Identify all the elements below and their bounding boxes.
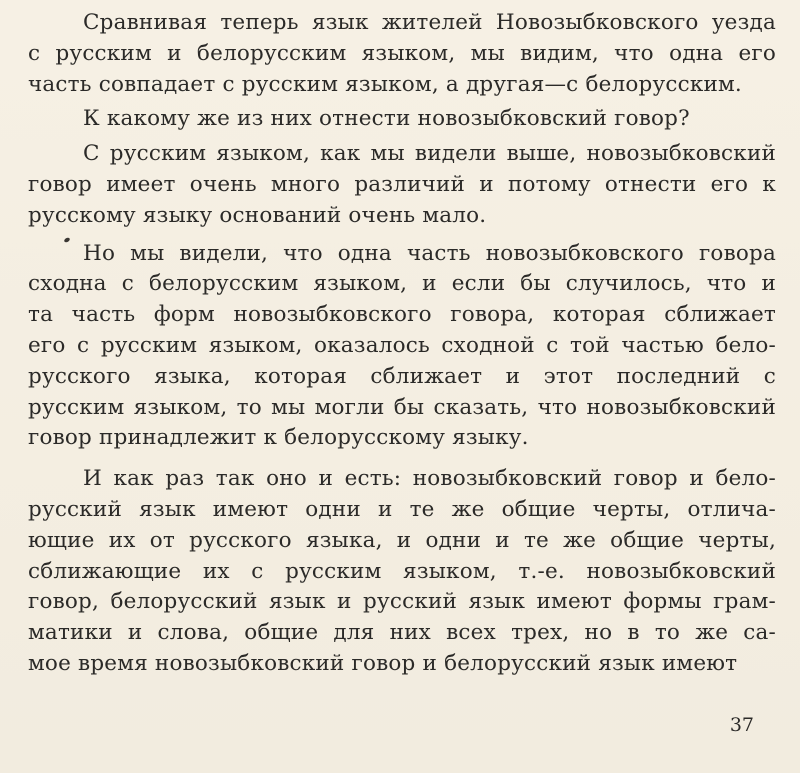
paragraph-2 (28, 104, 776, 135)
text-line: матики и слова, общие для них всех трех, но в то же са- (28, 620, 776, 646)
text-line: с русским и белорусским языком, мы видим, что одна его (28, 40, 776, 66)
text-line: русскому языку оснований очень мало. (28, 202, 487, 228)
text-line: ющие их от русского языка, и одни и те же общие черты, (28, 527, 776, 553)
text-line: сходна с белорусским языком, и если бы случилось, что и (28, 271, 776, 297)
text-line: говор имеет очень много различий и потому отнести его к (28, 171, 776, 197)
text-line: И как раз так оно и есть: новозыбковский говор и бело- (83, 466, 776, 492)
text-line: русским языком, то мы могли бы сказать, что новозыбковский (28, 394, 776, 420)
text-line: русского языка, которая сближает и этот последний с (28, 363, 776, 389)
text-line: С русским языком, как мы видели выше, новозыбковский (83, 141, 776, 167)
page-number: 37 (729, 714, 754, 736)
text-line: та часть форм новозыбковского говора, которая сближает (28, 302, 776, 328)
paragraph-4 (28, 239, 776, 455)
text-line: его с русским языком, оказалось сходной с той частью бело- (28, 332, 776, 358)
text-line: мое время новозыбковский говор и белорусский язык имеют (28, 650, 738, 676)
text-line: часть совпадает с русским языком, а другая—с белорусским. (28, 71, 742, 97)
paragraph-5 (28, 464, 776, 680)
text-line: русский язык имеют одни и те же общие черты, отлича- (28, 496, 776, 522)
paragraph-1 (28, 8, 776, 100)
text-line: Но мы видели, что одна часть новозыбковского говора (83, 240, 776, 266)
text-line: говор, белорусский язык и русский язык имеют формы грам- (28, 589, 776, 615)
text-line: Сравнивая теперь язык жителей Новозыбковского уезда (83, 10, 776, 35)
text-line: сближающие их с русским языком, т.-е. новозыбковский (28, 558, 776, 584)
text-line: говор принадлежит к белорусскому языку. (28, 425, 529, 451)
paragraph-3 (28, 139, 776, 231)
text-line: К какому же из них отнести новозыбковский говор? (83, 106, 690, 132)
body-text (28, 8, 776, 680)
